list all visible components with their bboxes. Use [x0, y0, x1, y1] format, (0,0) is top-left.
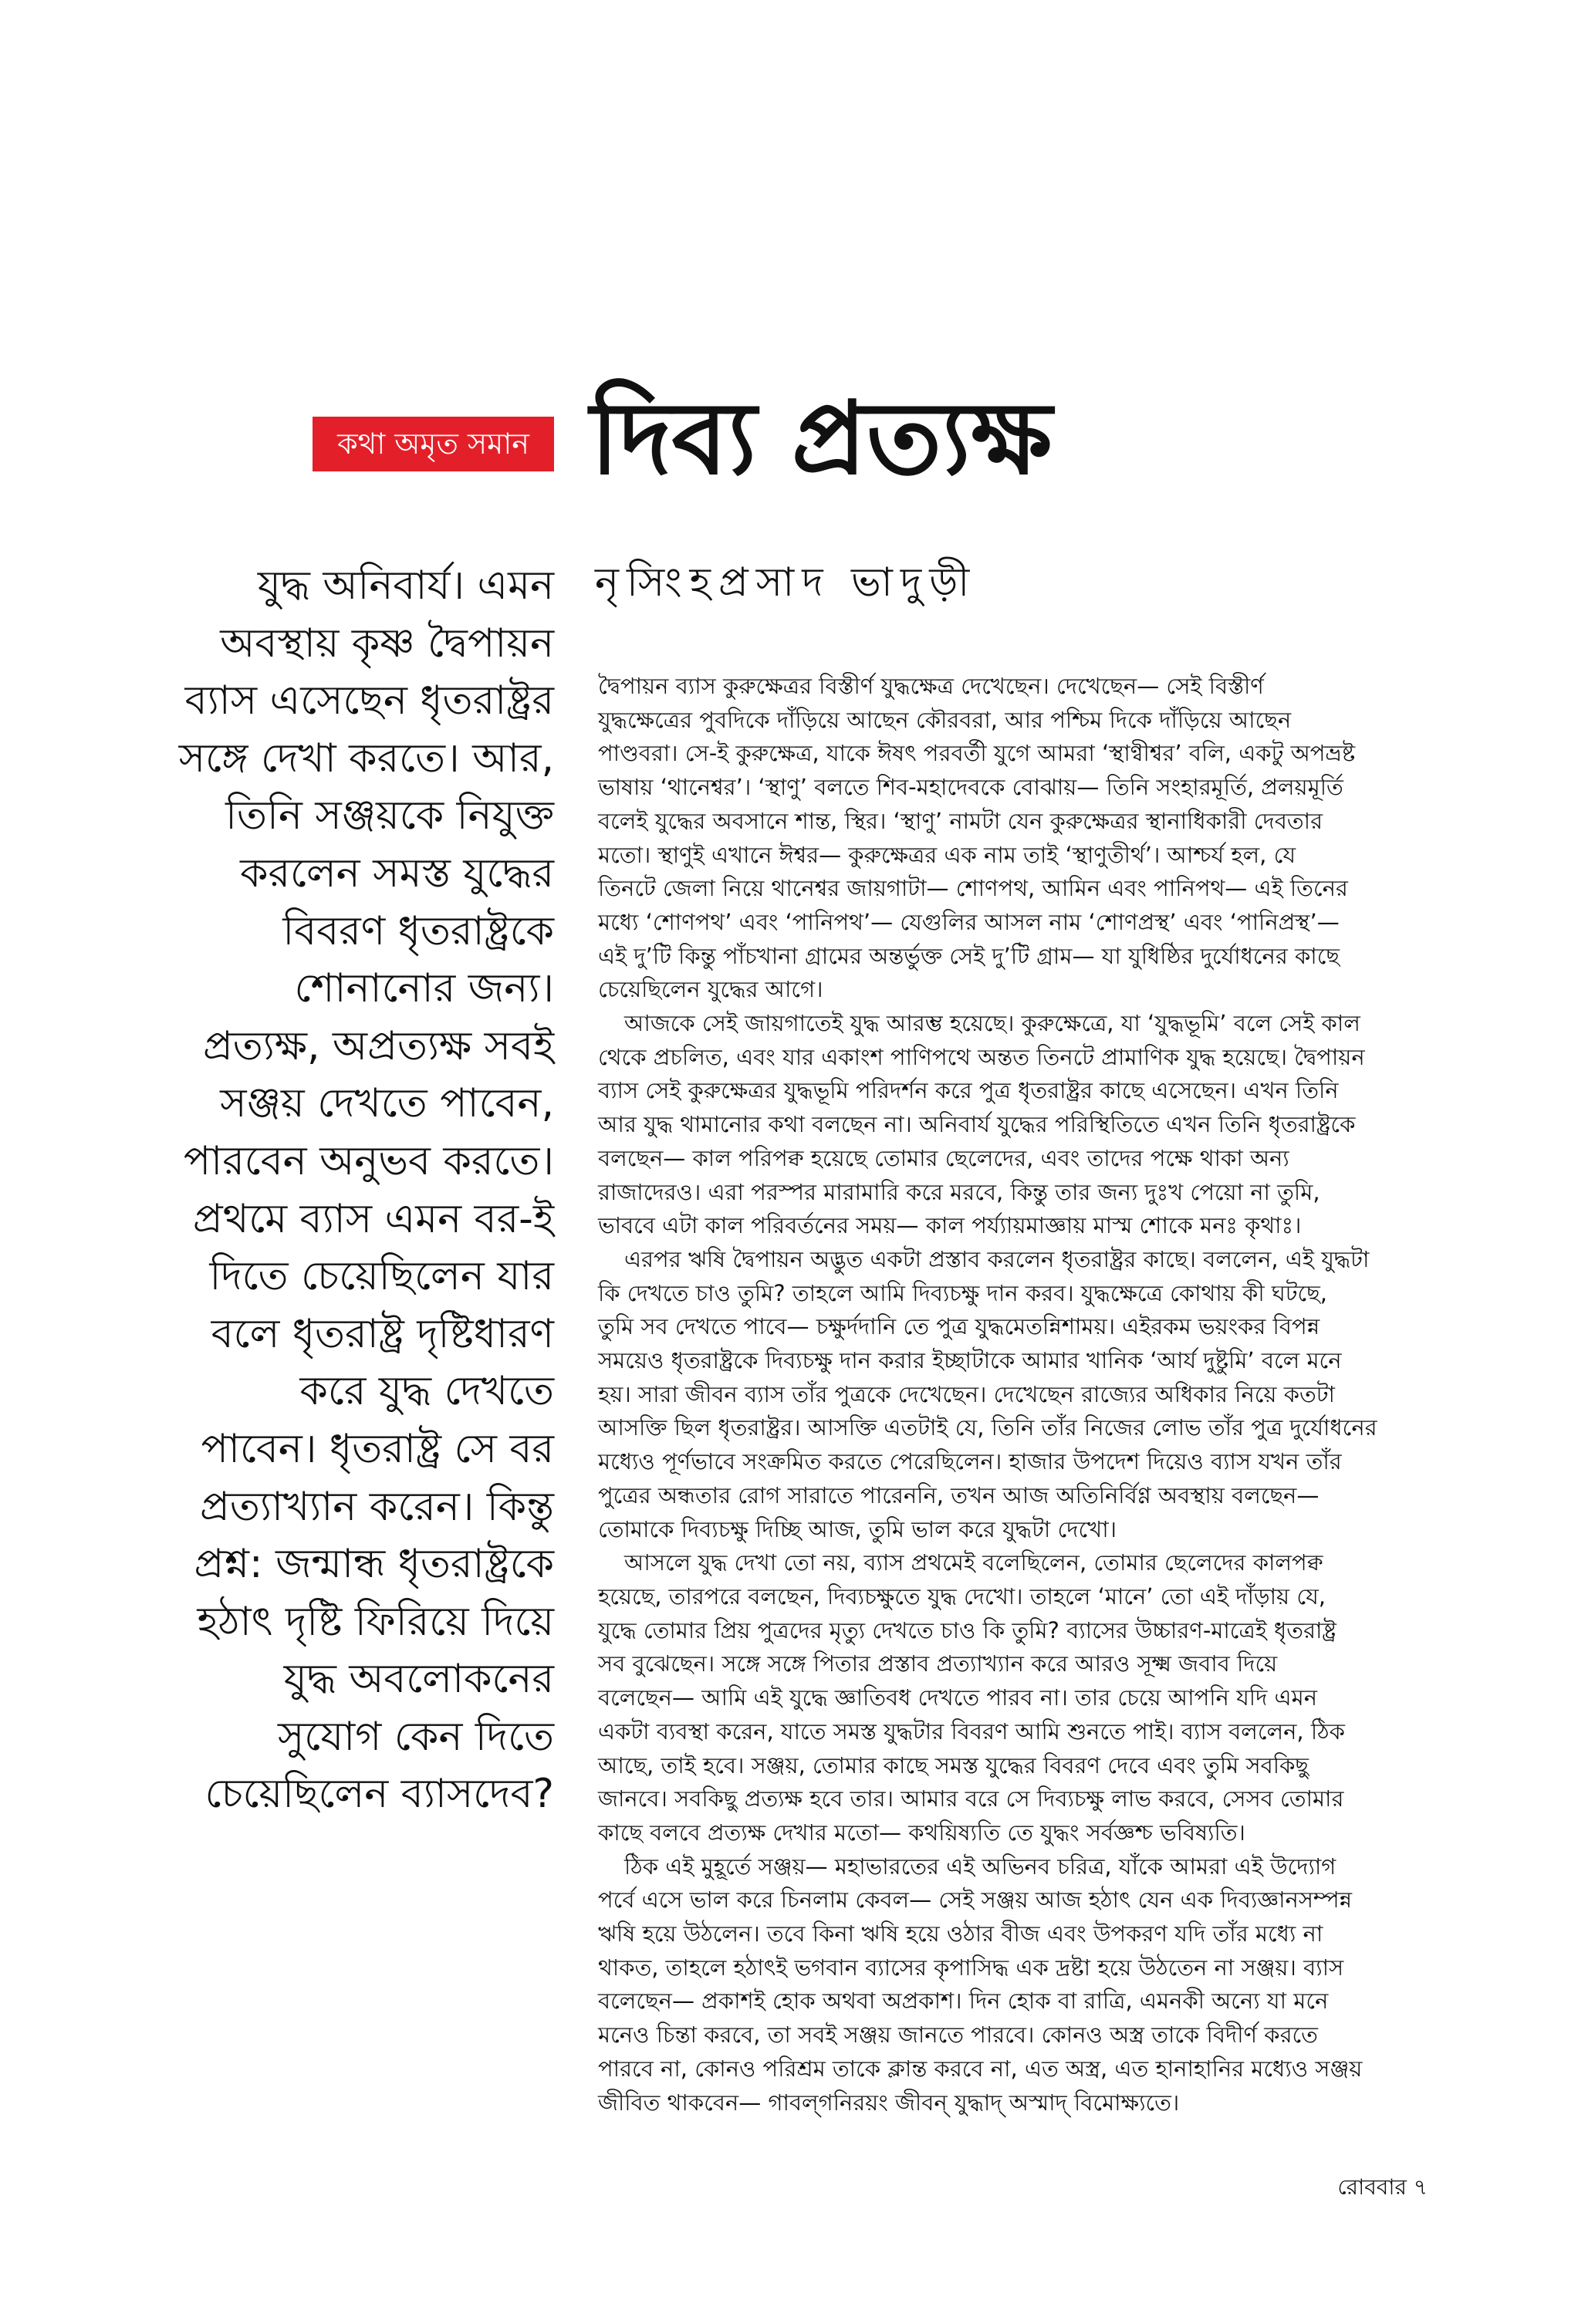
text-line: এই দু’টি কিন্তু পাঁচখানা গ্রামের অন্তর্ভুক্ত সেই দু’টি গ্রাম— যা যুধিষ্ঠির দুর্যোধনের কাছে [598, 942, 1340, 969]
pull-quote-line: করলেন সমস্ত যুদ্ধের [240, 850, 554, 897]
pull-quote-line: পাবেন। ধৃতরাষ্ট্র সে বর [201, 1425, 554, 1472]
author-byline: নৃসিংহপ্রসাদ ভাদুড়ী [595, 559, 978, 606]
text-line: রাজাদেরও। এরা পরস্পর মারামারি করে মরবে, কিন্তু তার জন্য দুঃখ পেয়ো না তুমি, [598, 1178, 1320, 1205]
text-line: জীবিত থাকবেন— গাবল্‌গনিরয়ং জীবন্‌ যুদ্ধাদ্‌ অস্মাদ্‌ বিমোক্ষ্যতে। [598, 2089, 1180, 2116]
text-line: থাকত, তাহলে হঠাৎই ভগবান ব্যাসের কৃপাসিদ্ধ এক দ্রষ্টা হয়ে উঠতেন না সঞ্জয়। ব্যাস [598, 1954, 1344, 1981]
text-line: বলেই যুদ্ধের অবসানে শান্ত, স্থির। ‘স্থাণু’ নামটা যেন কুরুক্ষেত্রর স্থানাধিকারী দেবতার [598, 807, 1323, 834]
paragraph [598, 670, 1439, 1007]
paragraph [598, 1546, 1439, 1849]
text-line: বলেছেন— আমি এই যুদ্ধে জ্ঞাতিবধ দেখতে পারব না। তার চেয়ে আপনি যদি এমন [598, 1684, 1318, 1711]
text-line: তুমি সব দেখতে পাবে— চক্ষুর্দদানি তে পুত্র যুদ্ধমেতন্নিশাময়। এইরকম ভয়ংকর বিপন্ন [598, 1313, 1320, 1340]
text-line: দ্বৈপায়ন ব্যাস কুরুক্ষেত্রর বিস্তীর্ণ যুদ্ধক্ষেত্র দেখেছেন। দেখেছেন— সেই বিস্তীর্ণ [598, 673, 1264, 699]
pull-quote-line: সঙ্গে দেখা করতে। আর, [178, 735, 554, 782]
pull-quote-line: প্রথমে ব্যাস এমন বর-ই [192, 1195, 554, 1242]
pull-quote-line: তিনি সঞ্জয়কে নিযুক্ত [225, 792, 554, 839]
text-line: পাণ্ডবরা। সে-ই কুরুক্ষেত্র, যাকে ঈষৎ পরবর্তী যুগে আমরা ‘স্থাণ্বীশ্বর’ বলি, একটু অপভ্রষ্ট [598, 740, 1356, 767]
pull-quote-line: বিবরণ ধৃতরাষ্ট্রকে [282, 907, 554, 954]
text-line: থেকে প্রচলিত, এবং যার একাংশ পাণিপথে অন্তত তিনটে প্রামাণিক যুদ্ধ হয়েছে। দ্বৈপায়ন [598, 1043, 1365, 1070]
pull-quote-line: অবস্থায় কৃষ্ণ দ্বৈপায়ন [220, 620, 554, 667]
page-folio: রোববার ৭ [1337, 2174, 1428, 2200]
text-line: যুদ্ধক্ষেত্রের পুবদিকে দাঁড়িয়ে আছেন কৌরবরা, আর পশ্চিম দিকে দাঁড়িয়ে আছেন [598, 706, 1292, 733]
text-line: মনেও চিন্তা করবে, তা সবই সঞ্জয় জানতে পারবে। কোনও অস্ত্র তাকে বিদীর্ণ করতে [598, 2022, 1318, 2049]
section-tag: কথা অমৃত সমান [313, 417, 554, 471]
text-line: ঋষি হয়ে উঠলেন। তবে কিনা ঋষি হয়ে ওঠার বীজ এবং উপকরণ যদি তাঁর মধ্যে না [598, 1920, 1323, 1947]
article-body [598, 670, 1439, 2120]
text-line: হয়। সারা জীবন ব্যাস তাঁর পুত্রকে দেখেছেন। দেখেছেন রাজ্যের অধিকার নিয়ে কতটা [598, 1380, 1335, 1407]
pull-quote-line: পারবেন অনুভব করতে। [183, 1137, 554, 1184]
text-line: ঠিক এই মুহূর্তে সঞ্জয়— মহাভারতের এই অভিনব চরিত্র, যাঁকে আমরা এই উদ্যোগ [624, 1853, 1336, 1880]
text-line: বলেছেন— প্রকাশই হোক অথবা অপ্রকাশ। দিন হোক বা রাত্রি, এমনকী অন্যে যা মনে [598, 1988, 1329, 2015]
text-line: ভাববে এটা কাল পরিবর্তনের সময়— কাল পর্য্যায়মাজ্ঞায় মাস্ম শোকে মনঃ কৃথাঃ। [598, 1212, 1302, 1239]
text-line: মধ্যেও পূর্ণভাবে সংক্রমিত করতে পেরেছিলেন। হাজার উপদেশ দিয়েও ব্যাস যখন তাঁর [598, 1448, 1342, 1475]
text-line: সময়েও ধৃতরাষ্ট্রকে দিব্যচক্ষু দান করার ইচ্ছাটাকে আমার খানিক ‘আর্য দুষ্টুমি’ বলে মনে [598, 1347, 1342, 1374]
text-line: জানবে। সবকিছু প্রত্যক্ষ হবে তার। আমার বরে সে দিব্যচক্ষু লাভ করবে, সেসব তোমার [598, 1785, 1344, 1812]
text-line: ব্যাস সেই কুরুক্ষেত্রর যুদ্ধভূমি পরিদর্শন করে পুত্র ধৃতরাষ্ট্রর কাছে এসেছেন। এখন তিনি [598, 1077, 1339, 1104]
text-line: কি দেখতে চাও তুমি? তাহলে আমি দিব্যচক্ষু দান করব। যুদ্ধক্ষেত্রে কোথায় কী ঘটছে, [598, 1279, 1328, 1306]
pull-quote-line: দিতে চেয়েছিলেন যার [209, 1253, 554, 1300]
text-line: আসক্তি ছিল ধৃতরাষ্ট্রর। আসক্তি এতটাই যে, তিনি তাঁর নিজের লোভ তাঁর পুত্র দুর্যোধনের [598, 1414, 1377, 1441]
text-line: আজকে সেই জায়গাতেই যুদ্ধ আরম্ভ হয়েছে। কুরুক্ষেত্রে, যা ‘যুদ্ধভূমি’ বলে সেই কাল [624, 1010, 1360, 1037]
pull-quote-line: বলে ধৃতরাষ্ট্র দৃষ্টিধারণ [211, 1310, 554, 1357]
text-line: হয়েছে, তারপরে বলছেন, দিব্যচক্ষুতে যুদ্ধ দেখো। তাহলে ‘মানে’ তো এই দাঁড়ায় যে, [598, 1583, 1326, 1610]
text-line: মতো। স্থাণুই এখানে ঈশ্বর— কুরুক্ষেত্রর এক নাম তাই ‘স্থাণুতীর্থ’। আশ্চর্য হল, যে [598, 841, 1296, 868]
pull-quote-line: ব্যাস এসেছেন ধৃতরাষ্ট্রর [184, 677, 554, 725]
pull-quote-line: প্রত্যাখ্যান করেন। কিন্তু [200, 1483, 554, 1530]
pull-quote-line: সুযোগ কেন দিতে [277, 1713, 554, 1760]
text-line: বলছেন— কাল পরিপক্ব হয়েছে তোমার ছেলেদের, এবং তাদের পক্ষে থাকা অন্য [598, 1144, 1289, 1171]
pull-quote [123, 557, 554, 1823]
pull-quote-line: প্রত্যক্ষ, অপ্রত্যক্ষ সবই [202, 1022, 554, 1069]
pull-quote-line: সঞ্জয় দেখতে পাবেন, [220, 1080, 554, 1127]
pull-quote-line: যুদ্ধ অবলোকনের [283, 1656, 554, 1703]
text-line: সব বুঝেছেন। সঙ্গে সঙ্গে পিতার প্রস্তাব প্রত্যাখ্যান করে আরও সূক্ষ্ম জবাব দিয়ে [598, 1650, 1278, 1677]
text-line: যুদ্ধে তোমার প্রিয় পুত্রদের মৃত্যু দেখতে চাও কি তুমি? ব্যাসের উচ্চারণ-মাত্রেই ধৃতরাষ্ট্র [598, 1616, 1336, 1643]
paragraph [598, 1850, 1439, 2120]
pull-quote-line: যুদ্ধ অনিবার্য। এমন [257, 562, 554, 609]
text-line: তোমাকে দিব্যচক্ষু দিচ্ছি আজ, তুমি ভাল করে যুদ্ধটা দেখো। [598, 1515, 1117, 1542]
text-line: পারবে না, কোনও পরিশ্রম তাকে ক্লান্ত করবে না, এত অস্ত্র, এত হানাহানির মধ্যেও সঞ্জয় [598, 2055, 1363, 2082]
text-line: আর যুদ্ধ থামানোর কথা বলছেন না। অনিবার্য যুদ্ধের পরিস্থিতিতে এখন তিনি ধৃতরাষ্ট্রকে [598, 1111, 1356, 1138]
paragraph [598, 1243, 1439, 1546]
article-title: দিব্য প্রত্যক্ষ [590, 380, 1053, 497]
text-line: ভাষায় ‘থানেশ্বর’। ‘স্থাণু’ বলতে শিব-মহাদেবকে বোঝায়— তিনি সংহারমূর্তি, প্রলয়মূর্তি [598, 774, 1343, 801]
pull-quote-line: হঠাৎ দৃষ্টি ফিরিয়ে দিয়ে [197, 1598, 554, 1645]
pull-quote-line: শোনানোর জন্য। [294, 965, 554, 1012]
text-line: তিনটে জেলা নিয়ে থানেশ্বর জায়গাটা— শোণপথ, আমিন এবং পানিপথ— এই তিনের [598, 875, 1348, 902]
pull-quote-line: চেয়েছিলেন ব্যাসদেব? [204, 1771, 554, 1818]
text-line: পুত্রের অন্ধতার রোগ সারাতে পারেননি, তখন আজ অতিনির্বিণ্ণ অবস্থায় বলছেন— [598, 1481, 1320, 1508]
text-line: একটা ব্যবস্থা করেন, যাতে সমস্ত যুদ্ধটার বিবরণ আমি শুনতে পাই। ব্যাস বললেন, ঠিক [598, 1718, 1345, 1745]
text-line: এরপর ঋষি দ্বৈপায়ন অদ্ভুত একটা প্রস্তাব করলেন ধৃতরাষ্ট্রর কাছে। বললেন, এই যুদ্ধটা [624, 1245, 1370, 1272]
pull-quote-line: করে যুদ্ধ দেখতে [299, 1368, 554, 1415]
paragraph [598, 1007, 1439, 1243]
text-line: চেয়েছিলেন যুদ্ধের আগে। [598, 976, 823, 1003]
text-line: কাছে বলবে প্রত্যক্ষ দেখার মতো— কথয়িষ্যতি তে যুদ্ধং সর্বজ্ঞশ্চ ভবিষ্যতি। [598, 1819, 1245, 1846]
text-line: মধ্যে ‘শোণপথ’ এবং ‘পানিপথ’— যেগুলির আসল নাম ‘শোণপ্রস্থ’ এবং ‘পানিপ্রস্থ’— [598, 908, 1340, 935]
text-line: আসলে যুদ্ধ দেখা তো নয়, ব্যাস প্রথমেই বলেছিলেন, তোমার ছেলেদের কালপক্ব [624, 1549, 1323, 1576]
pull-quote-line: প্রশ্ন: জন্মান্ধ ধৃতরাষ্ট্রকে [194, 1541, 554, 1588]
text-line: আছে, তাই হবে। সঞ্জয়, তোমার কাছে সমস্ত যুদ্ধের বিবরণ দেবে এবং তুমি সবকিছু [598, 1751, 1309, 1778]
text-line: পর্বে এসে ভাল করে চিনলাম কেবল— সেই সঞ্জয় আজ হঠাৎ যেন এক দিব্যজ্ঞানসম্পন্ন [598, 1887, 1353, 1914]
